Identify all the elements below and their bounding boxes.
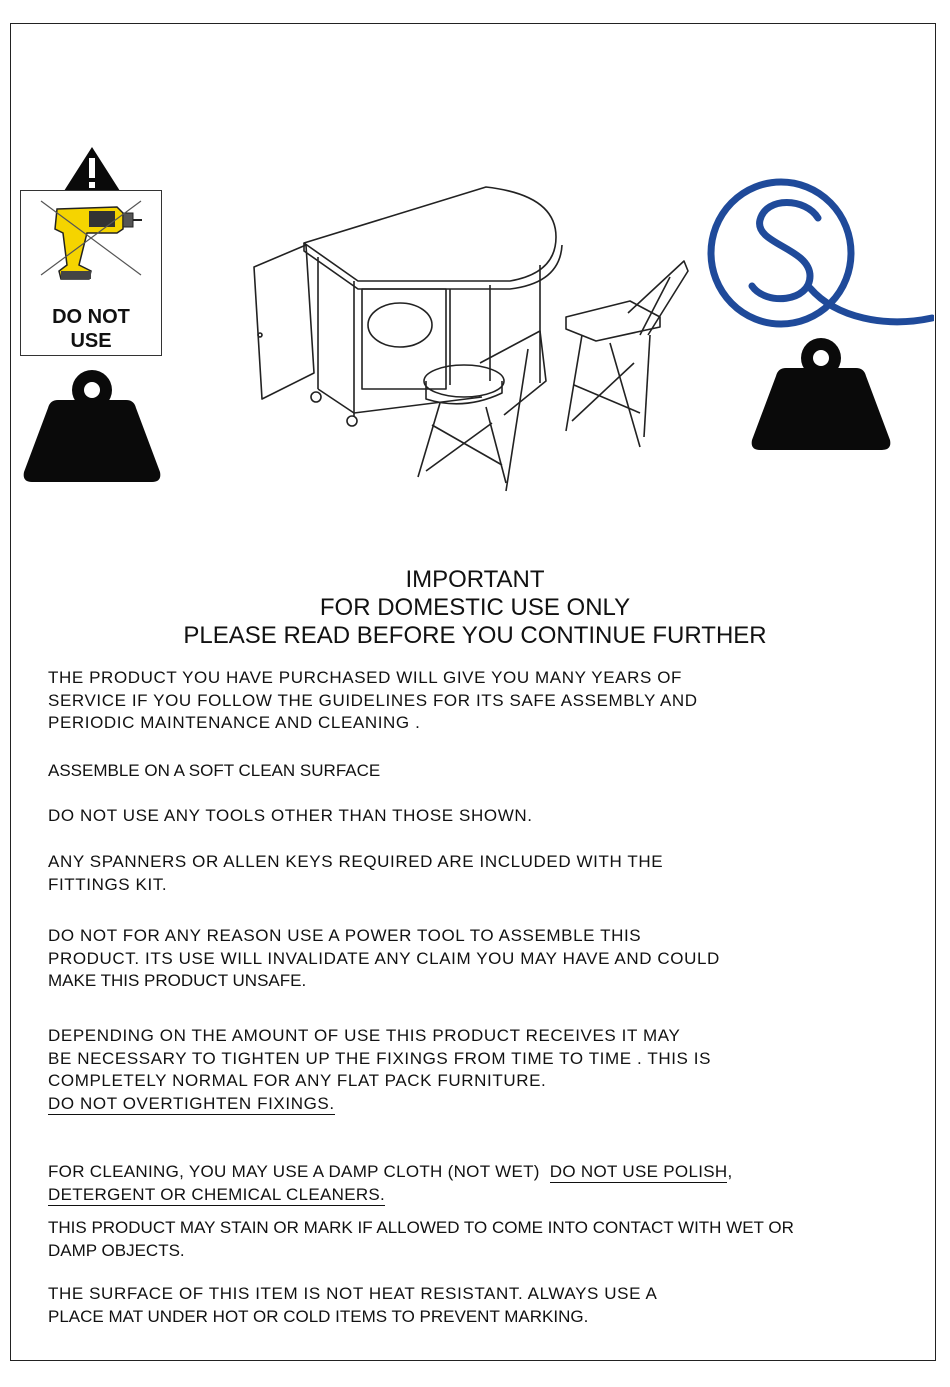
assemble-paragraph xyxy=(48,760,380,783)
overtighten-warning: DO NOT OVERTIGHTEN FIXINGS. xyxy=(48,1093,335,1113)
fixings-line: COMPLETELY NORMAL FOR ANY FLAT PACK FURNITURE. xyxy=(48,1071,547,1090)
do-not-use-line2: USE xyxy=(70,330,112,352)
read-before-heading: PLEASE READ BEFORE YOU CONTINUE FURTHER xyxy=(183,622,767,649)
domestic-use-heading: FOR DOMESTIC USE ONLY xyxy=(319,594,631,621)
warning-triangle-icon xyxy=(62,146,122,192)
power-tool-paragraph xyxy=(48,925,720,993)
weight-icon xyxy=(22,368,162,484)
intro-line: PERIODIC MAINTENANCE AND CLEANING . xyxy=(48,713,421,732)
intro-line: THE PRODUCT YOU HAVE PURCHASED WILL GIVE YOU MANY YEARS OF xyxy=(48,668,683,687)
power-tool-line: PRODUCT. ITS USE WILL INVALIDATE ANY CLAIM YOU MAY HAVE AND COULD xyxy=(48,948,720,968)
stain-paragraph xyxy=(48,1217,794,1262)
power-tool-line: MAKE THIS PRODUCT UNSAFE. xyxy=(48,971,307,990)
fixings-paragraph xyxy=(48,1025,711,1115)
cleaning-paragraph xyxy=(48,1161,733,1206)
intro-line: SERVICE IF YOU FOLLOW THE GUIDELINES FOR ITS SAFE ASSEMBLY AND xyxy=(48,690,698,710)
sq-logo xyxy=(706,178,934,334)
cleaning-text: FOR CLEANING, YOU MAY USE A DAMP CLOTH (NOT WET) xyxy=(48,1162,540,1181)
intro-paragraph xyxy=(48,667,698,735)
no-polish-warning: DO NOT USE POLISH xyxy=(549,1162,728,1181)
power-tool-line: DO NOT FOR ANY REASON USE A POWER TOOL TO ASSEMBLE THIS xyxy=(48,926,642,945)
heat-line: PLACE MAT UNDER HOT OR COLD ITEMS TO PREVENT MARKING. xyxy=(48,1306,589,1326)
fixings-line: DEPENDING ON THE AMOUNT OF USE THIS PRODUCT RECEIVES IT MAY xyxy=(48,1026,681,1045)
stain-line: DAMP OBJECTS. xyxy=(48,1240,185,1260)
heat-line: THE SURFACE OF THIS ITEM IS NOT HEAT RESISTANT. ALWAYS USE A xyxy=(48,1284,658,1303)
spanners-line: FITTINGS KIT. xyxy=(48,874,168,894)
cleaners-warning: DETERGENT OR CHEMICAL CLEANERS. xyxy=(48,1184,386,1204)
assemble-line: ASSEMBLE ON A SOFT CLEAN SURFACE xyxy=(48,761,381,780)
spanners-paragraph xyxy=(48,851,663,896)
spanners-line: ANY SPANNERS OR ALLEN KEYS REQUIRED ARE INCLUDED WITH THE xyxy=(48,852,664,871)
cleaning-comma: , xyxy=(727,1162,733,1181)
no-power-tool-warning xyxy=(20,190,162,356)
fixings-line: BE NECESSARY TO TIGHTEN UP THE FIXINGS FROM TIME TO TIME . THIS IS xyxy=(48,1048,712,1068)
do-not-use-line1: DO NOT xyxy=(52,306,130,328)
stain-line: THIS PRODUCT MAY STAIN OR MARK IF ALLOWED TO COME INTO CONTACT WITH WET OR xyxy=(48,1218,794,1237)
do-not-use-label xyxy=(21,305,161,353)
power-drill-crossed-icon xyxy=(39,199,143,281)
important-heading: IMPORTANT xyxy=(405,566,545,593)
tools-paragraph xyxy=(48,805,533,828)
heat-paragraph xyxy=(48,1283,657,1328)
weight-icon xyxy=(750,336,892,452)
dining-set-illustration xyxy=(250,185,696,505)
tools-line: DO NOT USE ANY TOOLS OTHER THAN THOSE SHOWN. xyxy=(48,806,533,825)
